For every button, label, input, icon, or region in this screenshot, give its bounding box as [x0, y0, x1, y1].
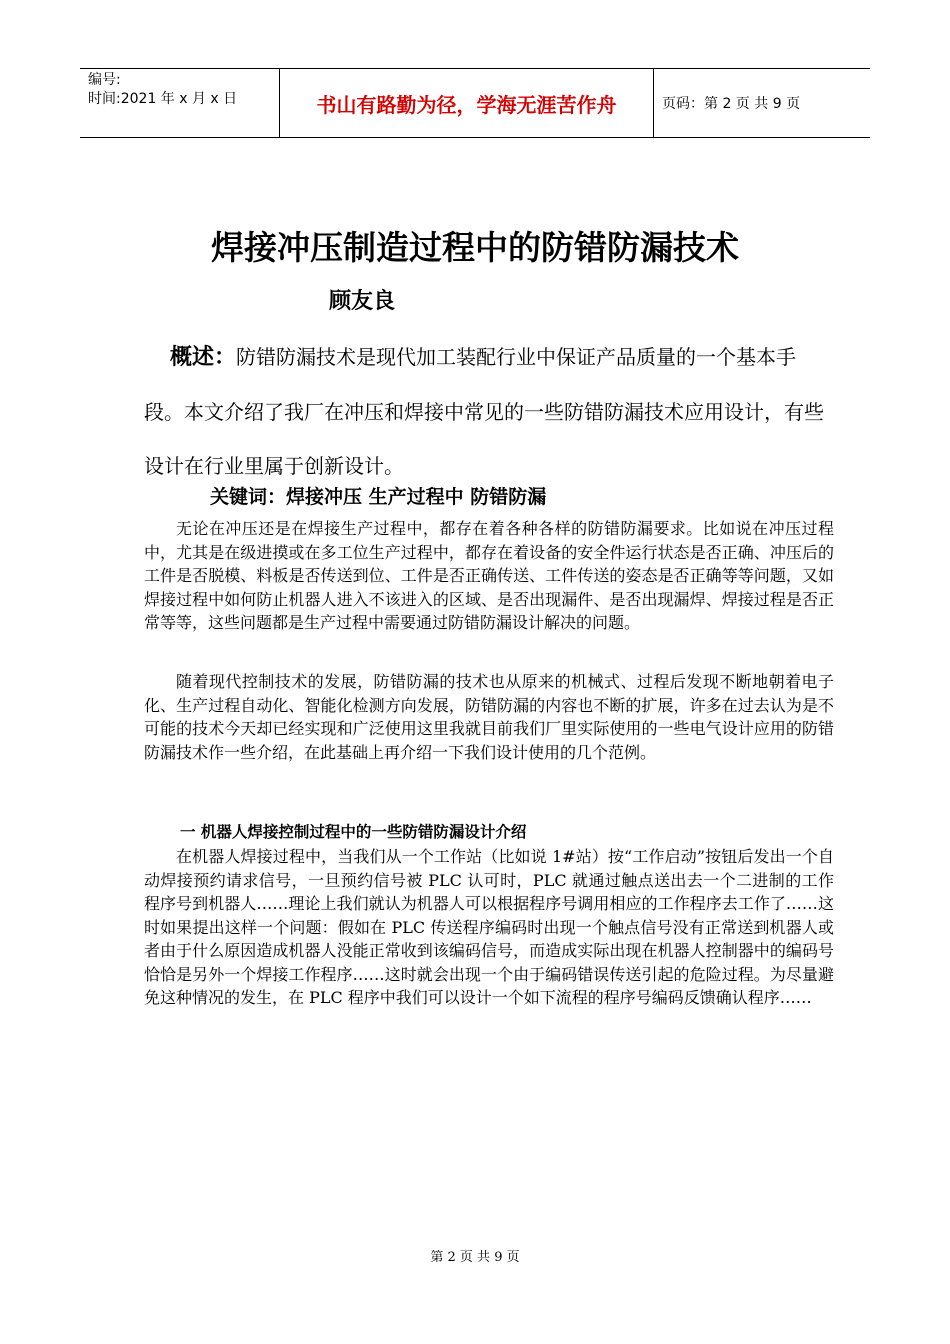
section-1-title: 一 机器人焊接控制过程中的一些防错防漏设计介绍 — [180, 823, 527, 841]
header-page-cell — [654, 69, 870, 137]
motto: 书山有路勤为径，学海无涯苦作舟 — [316, 92, 617, 117]
header-table — [80, 68, 870, 138]
paragraph-2: 随着现代控制技术的发展，防错防漏的技术也从原来的机械式、过程后发现不断地朝着电子化、生产过程自动化、智能化检测方向发展，防错防漏的内容也不断的扩展，许多在过去认为是不可能的技术今天却已经实现和广泛使用这里我就目前我们厂里实际使用的一些电气设计应用的防错防漏技术作一些介绍，在此基础上再介绍一下我们设计使用的几个范例。 — [144, 672, 834, 762]
header-info-cell — [80, 69, 280, 137]
document-title: 焊接冲压制造过程中的防错防漏技术 — [211, 228, 739, 267]
page-footer: 第 2 页 共 9 页 — [430, 1250, 520, 1265]
page-info: 页码：第 2 页 共 9 页 — [662, 96, 801, 112]
paragraph-1: 无论在冲压还是在焊接生产过程中，都存在着各种各样的防错防漏要求。比如说在冲压过程中，尤其是在级进摸或在多工位生产过程中，都存在着设备的安全件运行状态是否正确、冲压后的工件是否脱模、料板是否传送到位、工件是否正确传送、工件传送的姿态是否正确等等问题，又如焊接过程中如何防止机器人进入不该进入的区域、是否出现漏件、是否出现漏焊、焊接过程是否正常等等，这些问题都是生产过程中需要通过防错防漏设计解决的问题。 — [144, 519, 834, 632]
time-label: 时间:2021 年 x 月 x 日 — [88, 91, 238, 107]
author: 顾友良 — [329, 289, 396, 314]
abstract-text: 防错防漏技术是现代加工装配行业中保证产品质量的一个基本手段。本文介绍了我厂在冲压和焊接中常见的一些防错防漏技术应用设计，有些设计在行业里属于创新设计。 — [144, 345, 824, 478]
paragraph-3: 在机器人焊接过程中，当我们从一个工作站（比如说 1#站）按“工作启动”按钮后发出一个自动焊接预约请求信号，一旦预约信号被 PLC 认可时，PLC 就通过触点送出去一个二进制的工作程序号到机器人……理论上我们就认为机器人可以根据程序号调用相应的工作程序去工作了……这时如果提出这样一个问题：假如在 PLC 传送程序编码时出现一个触点信号没有正常送到机器人或者由于什么原因造成机器人没能正常收到该编码信号，而造成实际出现在机器人控制器中的编码号恰恰是另外一个焊接工作程序……这时就会出现一个由于编码错误传送引起的危险过程。为尽量避免这种情况的发生，在 PLC 程序中我们可以设计一个如下流程的程序号编码反馈确认程序…… — [144, 847, 834, 1007]
keywords: 关键词：焊接冲压 生产过程中 防错防漏 — [210, 486, 547, 508]
header-motto-cell — [280, 69, 654, 137]
number-label: 编号: — [88, 72, 121, 88]
abstract-label: 概述： — [170, 345, 237, 370]
abstract — [144, 330, 824, 493]
